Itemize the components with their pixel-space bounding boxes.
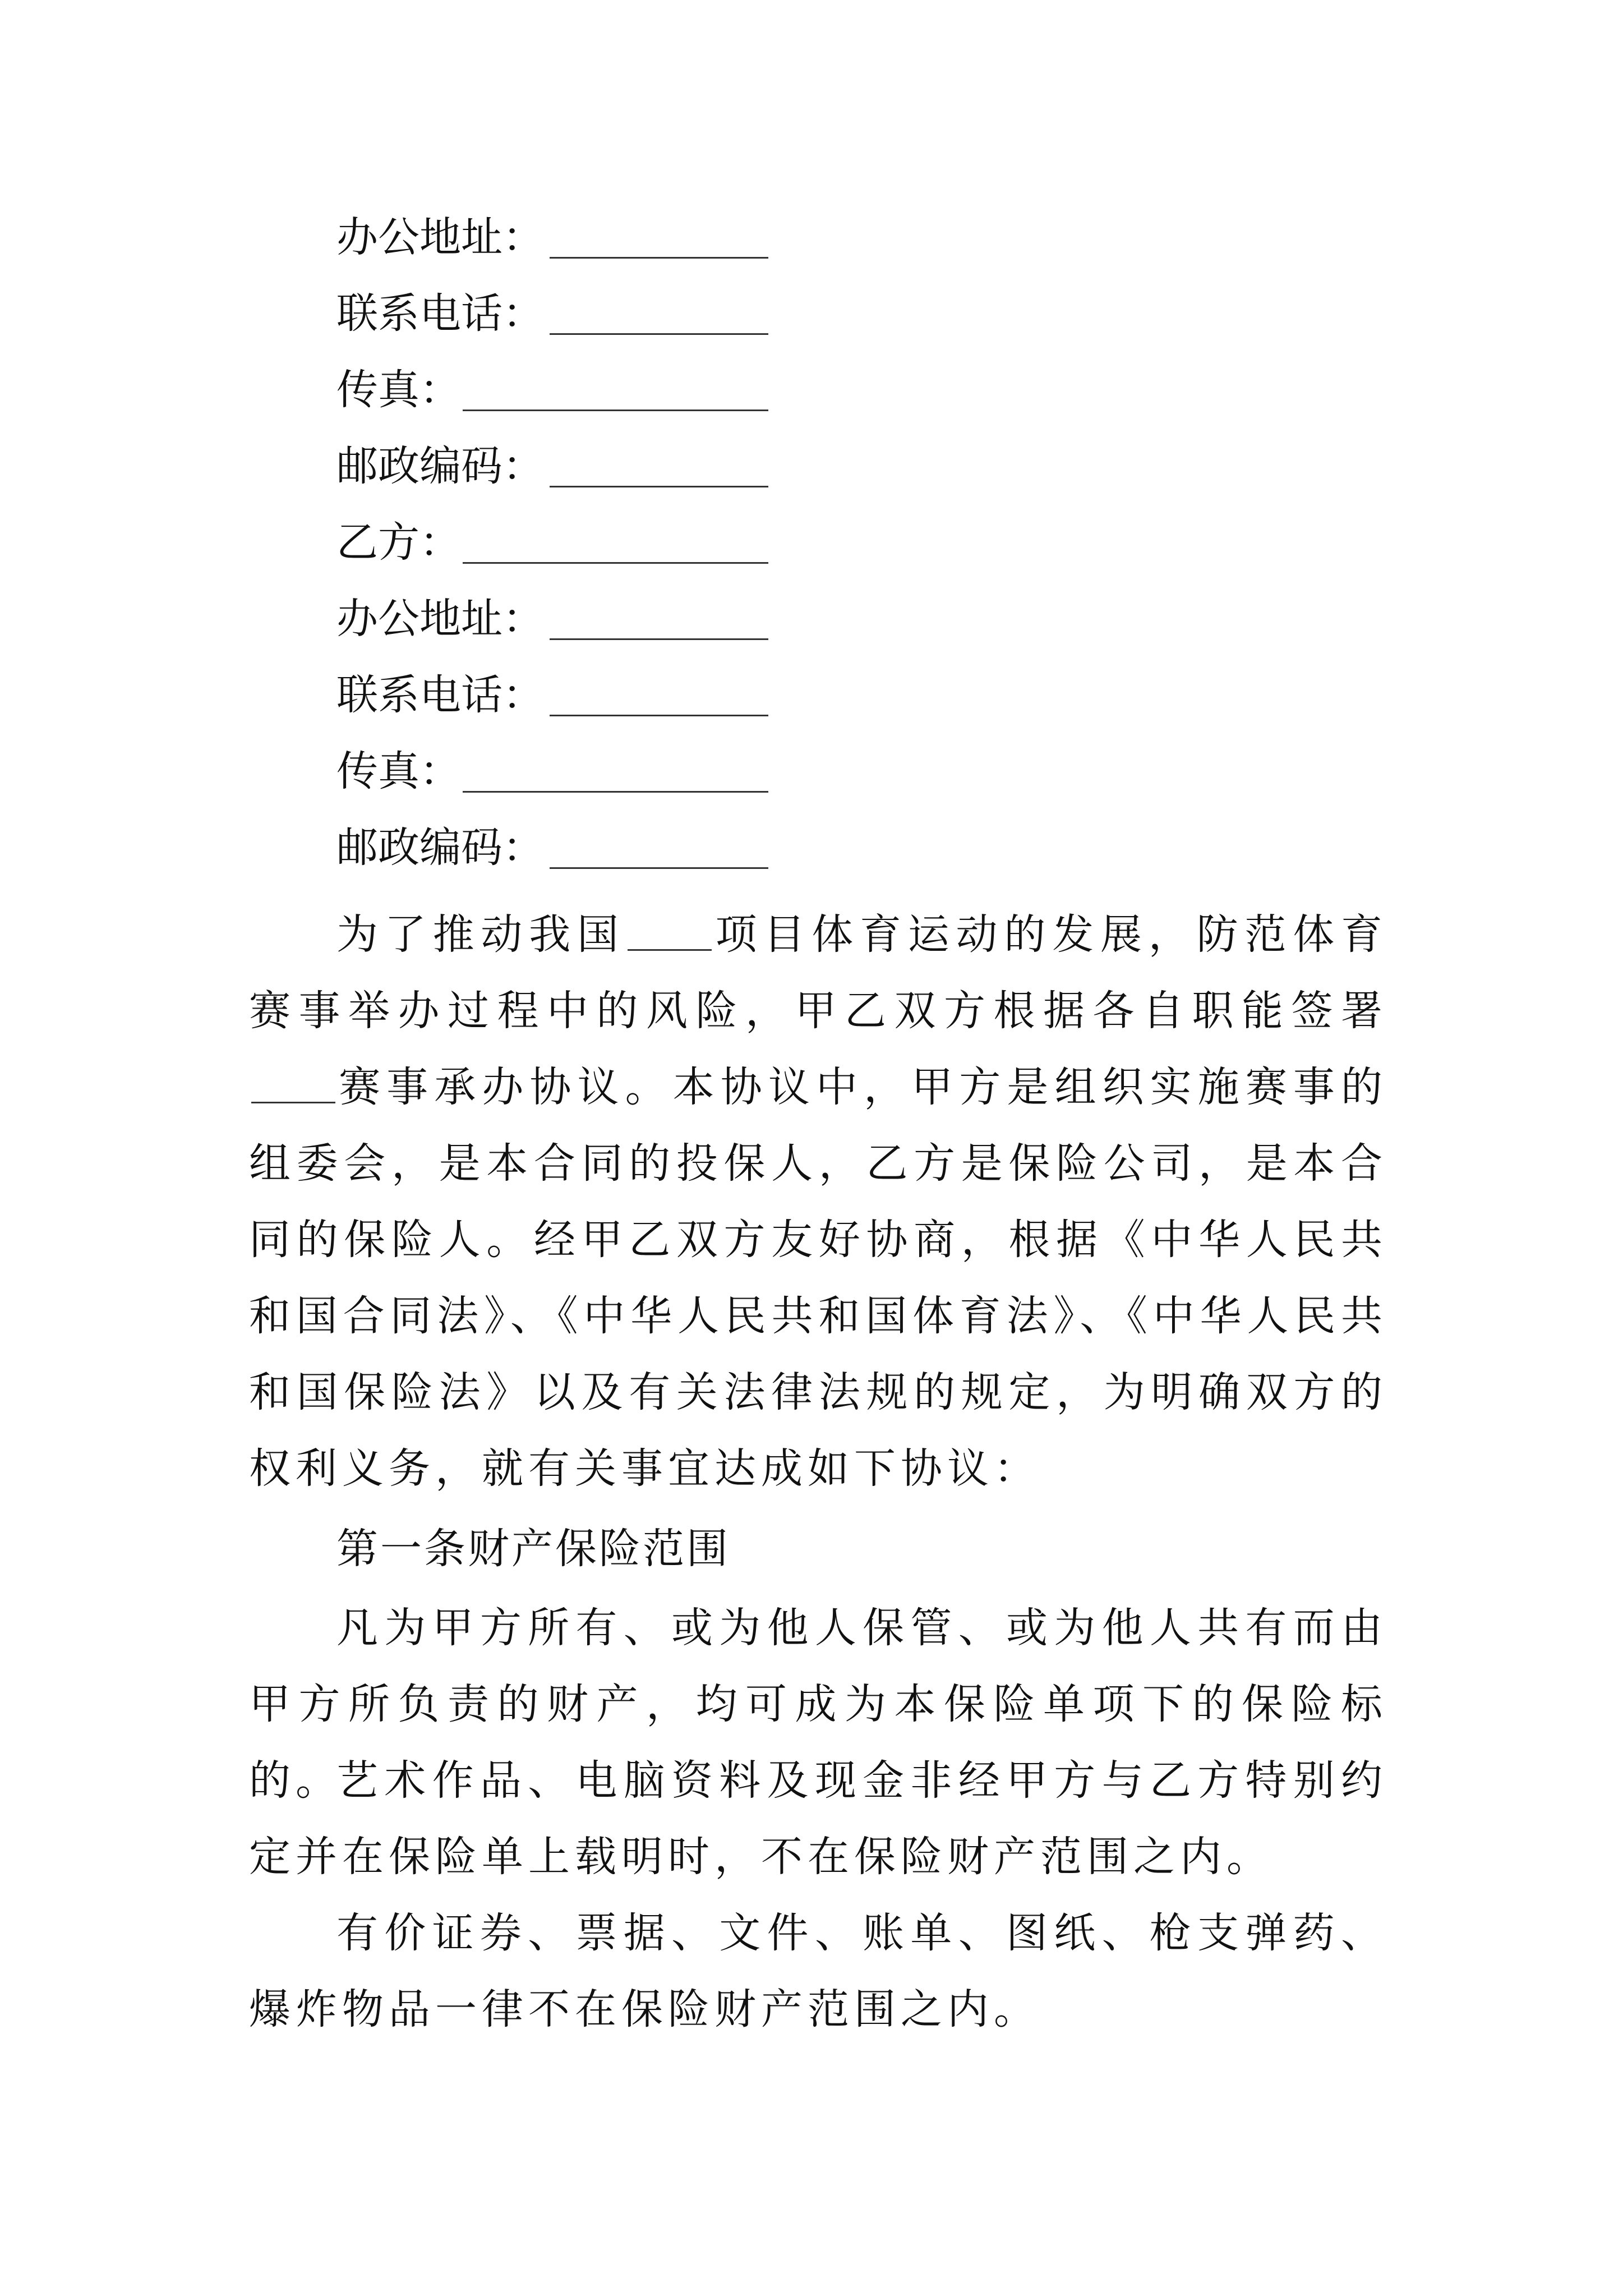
fill-in-blank [550, 817, 768, 869]
article-1-heading: 第一条财产保险范围 [336, 1525, 730, 1573]
fill-in-blank [463, 359, 768, 411]
field-label: 邮政编码： [336, 823, 544, 872]
article-1-paragraph-2: 艺术作品、电脑资料及现金非经甲方与乙方特别约定并在保险单上载明时，不在保险财产范围之内。 [249, 1756, 1387, 1881]
fill-in-blank [550, 435, 768, 487]
party-b-name-field [336, 512, 461, 573]
fill-in-blank [550, 664, 768, 716]
party-b-phone-field [336, 664, 544, 726]
party-b-postcode-field [336, 817, 544, 878]
fill-in-blank [463, 512, 768, 564]
article-1-paragraph-3: 有价证券、票据、文件、账单、图纸、枪支弹药、爆炸物品一律不在保险财产范围之内。 [249, 1909, 1387, 2033]
party-a-phone-field [336, 283, 544, 344]
field-label: 传真： [336, 747, 461, 795]
field-label: 办公地址： [336, 213, 544, 261]
field-label: 联系电话： [336, 289, 544, 338]
field-label: 乙方： [336, 518, 461, 567]
fill-in-blank [550, 588, 768, 640]
party-b-address-field [336, 588, 544, 650]
article-1-paragraph-1: 凡为甲方所有、或为他人保管、或为他人共有而由甲方所负责的财产，均可成为本保险单项下的保险标的。 [249, 1604, 1387, 1805]
fill-in-blank [463, 740, 768, 793]
party-a-postcode-field [336, 435, 544, 497]
party-a-fax-field [336, 359, 461, 421]
fill-in-blank [550, 206, 768, 259]
party-a-address-field [336, 206, 544, 268]
party-b-fax-field [336, 740, 461, 802]
fill-in-blank [550, 283, 768, 335]
fill-in-blank [628, 910, 712, 951]
intro-text-part2: 项目体育运动的发展，防范体育赛事举办过程中的风险，甲乙双方根据各自职能签署 [249, 910, 1388, 1035]
field-label: 邮政编码： [336, 442, 544, 490]
intro-text-part3: 赛事承办协议。本协议中，甲方是组织实施赛事的组委会，是本合同的投保人，乙方是保险公司，是本合同的保险人。经甲乙双方友好协商，根据《中华人民共和国合同法》、《中华人民共和国体育法》、《中华人民共和国保险法》以及有关法律法规的规定，为明确双方的权利义务，就有关事宜达成如下协议： [249, 1063, 1387, 1493]
field-label: 办公地址： [336, 595, 544, 643]
fill-in-blank [251, 1062, 335, 1103]
field-label: 传真： [336, 366, 461, 414]
field-label: 联系电话： [336, 671, 544, 719]
intro-text-part1: 为了推动我国 [336, 910, 625, 959]
intro-paragraph [249, 896, 1387, 1507]
